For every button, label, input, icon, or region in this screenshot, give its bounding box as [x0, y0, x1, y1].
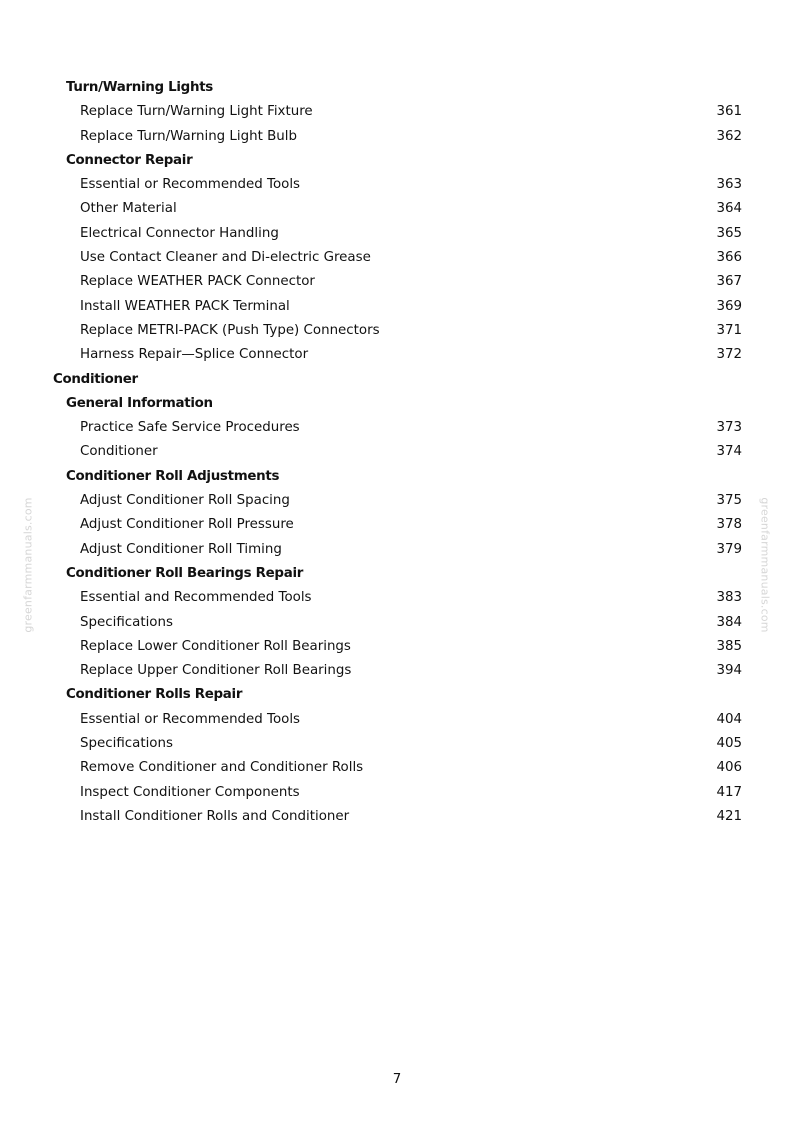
toc-entry-title: Harness Repair—Splice Connector — [80, 347, 309, 363]
toc-section-heading — [0, 149, 794, 173]
toc-entry-page: 404 — [716, 711, 742, 727]
toc-entry-title: Remove Conditioner and Conditioner Rolls — [80, 760, 364, 776]
toc-entry-page: 375 — [716, 493, 742, 509]
toc-entry-title: Conditioner — [80, 444, 158, 460]
toc-entry-title: Conditioner Roll Bearings Repair — [66, 565, 304, 581]
toc-entry[interactable] — [0, 805, 794, 829]
toc-entry-page: 364 — [716, 201, 742, 217]
toc-entry[interactable] — [0, 197, 794, 221]
toc-entry-title: Replace Upper Conditioner Roll Bearings — [80, 663, 352, 679]
toc-entry-title: Connector Repair — [66, 152, 193, 168]
toc-entry[interactable] — [0, 343, 794, 367]
toc-entry[interactable] — [0, 440, 794, 464]
toc-entry-page: 394 — [716, 663, 742, 679]
toc-entry-page: 373 — [716, 420, 742, 436]
toc-entry[interactable] — [0, 222, 794, 246]
toc-entry-page: 365 — [716, 225, 742, 241]
table-of-contents — [0, 76, 794, 829]
toc-entry-title: Install WEATHER PACK Terminal — [80, 298, 290, 314]
toc-entry-title: Specifications — [80, 614, 173, 630]
toc-entry-title: Conditioner Roll Adjustments — [66, 468, 280, 484]
toc-entry-page: 369 — [716, 298, 742, 314]
toc-section-heading — [0, 368, 794, 392]
toc-entry[interactable] — [0, 708, 794, 732]
watermark-right: greenfarmmanuals.com — [758, 497, 772, 633]
watermark-left: greenfarmmanuals.com — [21, 497, 35, 633]
toc-entry-title: General Information — [66, 395, 213, 411]
toc-entry[interactable] — [0, 611, 794, 635]
toc-entry[interactable] — [0, 781, 794, 805]
toc-entry-title: Install Conditioner Rolls and Conditioner — [80, 808, 350, 824]
toc-entry-title: Adjust Conditioner Roll Pressure — [80, 517, 294, 533]
toc-entry-title: Electrical Connector Handling — [80, 225, 279, 241]
toc-entry-page: 374 — [716, 444, 742, 460]
toc-entry-title: Conditioner — [53, 371, 138, 387]
toc-section-heading — [0, 683, 794, 707]
toc-entry-page: 363 — [716, 177, 742, 193]
toc-entry-page: 406 — [716, 760, 742, 776]
toc-entry-page: 405 — [716, 736, 742, 752]
toc-entry[interactable] — [0, 295, 794, 319]
toc-entry-title: Adjust Conditioner Roll Timing — [80, 541, 282, 557]
toc-entry-title: Replace Lower Conditioner Roll Bearings — [80, 638, 351, 654]
toc-entry-title: Other Material — [80, 201, 177, 217]
toc-entry-title: Essential or Recommended Tools — [80, 177, 301, 193]
toc-entry[interactable] — [0, 659, 794, 683]
toc-entry[interactable] — [0, 586, 794, 610]
toc-entry[interactable] — [0, 270, 794, 294]
toc-section-heading — [0, 76, 794, 100]
toc-entry-title: Replace Turn/Warning Light Fixture — [80, 104, 313, 120]
toc-entry-page: 367 — [716, 274, 742, 290]
toc-entry-title: Turn/Warning Lights — [66, 80, 213, 95]
toc-entry-page: 366 — [716, 250, 742, 266]
toc-entry-title: Use Contact Cleaner and Di-electric Grease — [80, 250, 371, 266]
toc-entry[interactable] — [0, 125, 794, 149]
toc-entry[interactable] — [0, 732, 794, 756]
toc-section-heading — [0, 465, 794, 489]
toc-entry-title: Conditioner Rolls Repair — [66, 687, 243, 703]
toc-entry-title: Replace WEATHER PACK Connector — [80, 274, 315, 290]
toc-entry[interactable] — [0, 319, 794, 343]
toc-entry[interactable] — [0, 756, 794, 780]
toc-entry-title: Replace METRI-PACK (Push Type) Connectors — [80, 322, 380, 338]
toc-entry-page: 362 — [716, 128, 742, 144]
toc-entry[interactable] — [0, 416, 794, 440]
toc-entry-title: Essential and Recommended Tools — [80, 590, 312, 606]
toc-entry[interactable] — [0, 538, 794, 562]
toc-entry-title: Inspect Conditioner Components — [80, 784, 300, 800]
toc-entry-page: 371 — [716, 322, 742, 338]
toc-entry-page: 361 — [716, 104, 742, 120]
toc-entry-title: Adjust Conditioner Roll Spacing — [80, 493, 290, 509]
toc-section-heading — [0, 392, 794, 416]
toc-entry-page: 421 — [716, 808, 742, 824]
toc-entry-page: 379 — [716, 541, 742, 557]
toc-entry-page: 378 — [716, 517, 742, 533]
toc-entry-page: 383 — [716, 590, 742, 606]
toc-entry-title: Replace Turn/Warning Light Bulb — [80, 128, 297, 144]
toc-entry[interactable] — [0, 513, 794, 537]
toc-entry[interactable] — [0, 173, 794, 197]
toc-entry-title: Specifications — [80, 736, 173, 752]
page-number: 7 — [392, 1072, 402, 1087]
toc-entry[interactable] — [0, 635, 794, 659]
toc-section-heading — [0, 562, 794, 586]
toc-entry[interactable] — [0, 100, 794, 124]
toc-entry-title: Essential or Recommended Tools — [80, 711, 301, 727]
toc-entry-page: 372 — [716, 347, 742, 363]
toc-entry-page: 417 — [716, 784, 742, 800]
toc-entry-page: 384 — [716, 614, 742, 630]
toc-entry-title: Practice Safe Service Procedures — [80, 420, 300, 436]
toc-entry[interactable] — [0, 489, 794, 513]
toc-entry-page: 385 — [716, 638, 742, 654]
toc-entry[interactable] — [0, 246, 794, 270]
